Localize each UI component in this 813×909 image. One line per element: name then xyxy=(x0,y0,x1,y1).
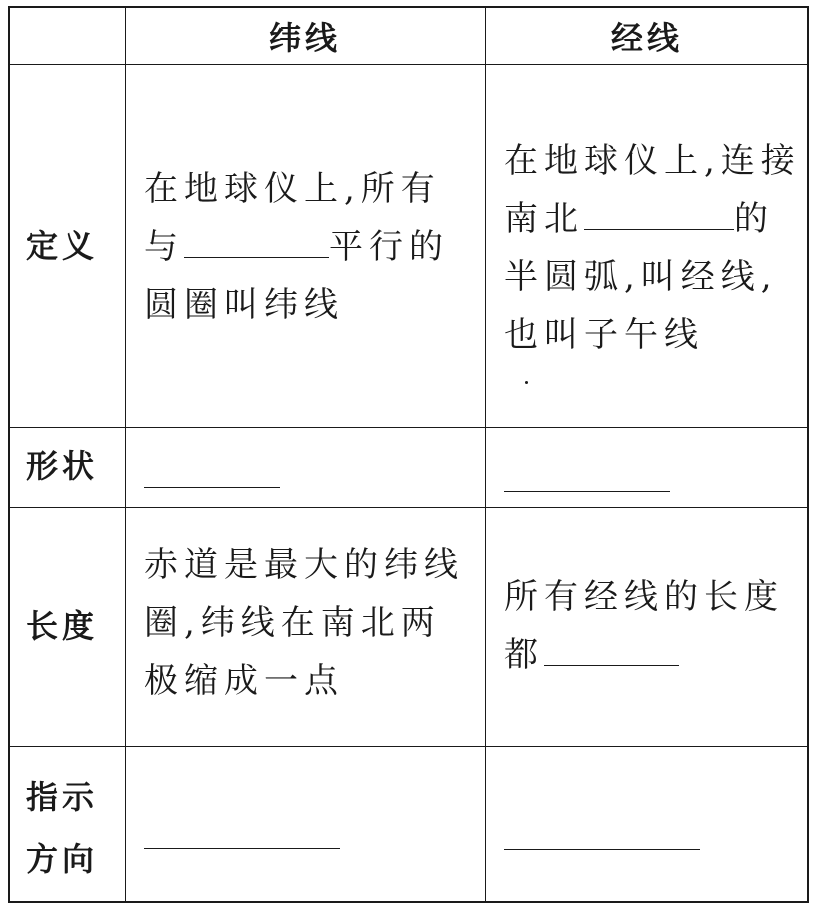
definition-weixian-text-after: 平行的圆圈叫纬线 xyxy=(144,227,449,325)
speck-mark xyxy=(525,381,528,384)
fill-in-blank[interactable] xyxy=(504,491,670,492)
row-label-direction-line2: 方向 xyxy=(26,840,99,878)
fill-in-blank[interactable] xyxy=(144,848,340,849)
fill-in-blank[interactable] xyxy=(504,849,700,850)
row-divider xyxy=(10,746,807,747)
fill-in-blank[interactable] xyxy=(544,637,679,666)
definition-weixian-cell xyxy=(144,160,474,334)
row-label-direction-line1: 指示 xyxy=(26,778,99,816)
fill-in-blank[interactable] xyxy=(184,229,329,258)
column-divider xyxy=(485,8,486,901)
row-label-length: 长度 xyxy=(26,607,99,645)
column-divider xyxy=(125,8,126,901)
row-divider xyxy=(10,507,807,508)
definition-jingxian-text-before: 在地球仪上,连接南北 xyxy=(504,141,801,239)
length-jingxian-text-before: 所有经线的长度都 xyxy=(504,577,784,675)
definition-jingxian-text-after: 的半圆弧,叫经线,也叫子午线 xyxy=(504,199,778,355)
fill-in-blank[interactable] xyxy=(584,201,734,230)
definition-weixian-text-before: 在地球仪上,所有与 xyxy=(144,169,441,267)
row-label-direction xyxy=(26,766,121,890)
definition-jingxian-cell xyxy=(504,132,804,364)
row-label-shape: 形状 xyxy=(26,447,99,485)
length-jingxian-cell xyxy=(504,568,804,684)
row-label-definition: 定义 xyxy=(26,227,99,265)
row-divider xyxy=(10,427,807,428)
latitude-longitude-table xyxy=(8,6,809,903)
header-jingxian: 经线 xyxy=(610,19,683,57)
row-divider xyxy=(10,64,807,65)
length-weixian-cell: 赤道是最大的纬线圈,纬线在南北两极缩成一点 xyxy=(144,545,464,701)
header-weixian: 纬线 xyxy=(268,19,341,57)
fill-in-blank[interactable] xyxy=(144,487,280,488)
